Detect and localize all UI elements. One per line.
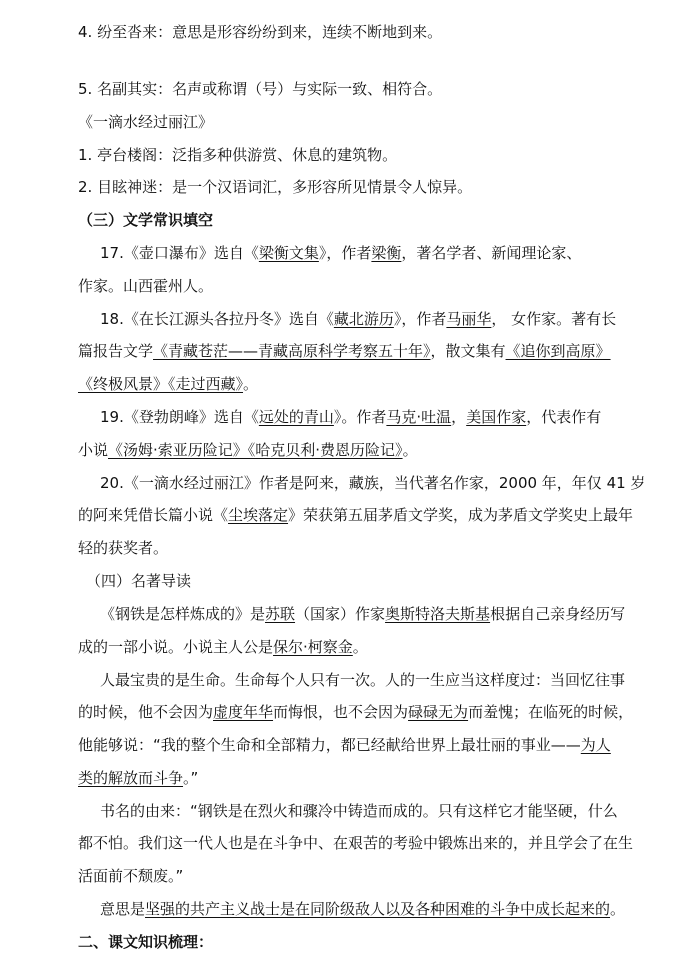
answer-blank: 《追你到高原》: [505, 342, 611, 360]
section-heading-text-review: 二、课文知识梳理：: [78, 933, 214, 951]
answer-blank: 《汤姆·索亚历险记》《哈克贝利·费恩历险记》: [108, 441, 403, 459]
lesson-title: 《一滴水经过丽江》: [78, 113, 214, 131]
answer-blank: 马丽华: [446, 310, 492, 328]
answer-blank: 保尔·柯察金: [273, 638, 353, 656]
answer-blank: 类的解放而斗争: [78, 769, 184, 787]
vocab-item-5: 5. 名副其实：名声或称谓（号）与实际一致、相符合。: [78, 80, 443, 98]
section-heading-literature: （三）文学常识填空: [78, 211, 214, 229]
meaning-line: 意思是坚强的共产主义战士是在同阶级敌人以及各种困难的斗争中成长起来的。: [100, 900, 626, 918]
paragraph-18-line-2: 篇报告文学《青藏苍茫——青藏高原科学考察五十年》，散文集有《追你到高原》: [78, 342, 611, 360]
answer-blank: 美国作家: [466, 408, 527, 426]
paragraph-18-line-1: 18.《在长江源头各拉丹冬》选自《藏北游历》，作者马丽华， 女作家。著有长: [100, 310, 617, 328]
answer-blank: 梁衡文集: [258, 244, 319, 262]
answer-blank: 远处的青山: [258, 408, 334, 426]
quote-paragraph-line-4: 类的解放而斗争。”: [78, 769, 199, 787]
answer-blank: 为人: [580, 736, 611, 754]
vocab-item-1: 1. 亭台楼阁：泛指多种供游赏、休息的建筑物。: [78, 146, 398, 164]
paragraph-19-line-1: 19.《登勃朗峰》选自《远处的青山》。作者马克·吐温，美国作家，代表作有: [100, 408, 602, 426]
paragraph-20-line-1: 20.《一滴水经过丽江》作者是阿来，藏族，当代著名作家，2000 年，年仅 41 岁: [100, 474, 646, 492]
answer-blank: 《终极风景》《走过西藏》: [78, 375, 244, 393]
answer-blank: 马克·吐温: [386, 408, 452, 426]
answer-blank: 虚度年华: [213, 703, 274, 721]
vocab-item-4: 4. 纷至沓来：意思是形容纷纷到来，连续不断地到来。: [78, 23, 443, 41]
answer-blank: 苏联: [265, 605, 296, 623]
classics-paragraph-1-line-2: 成的一部小说。小说主人公是保尔·柯察金。: [78, 638, 368, 656]
classics-paragraph-1-line-1: 《钢铁是怎样炼成的》是苏联（国家）作家奥斯特洛夫斯基根据自己亲身经历写: [100, 605, 626, 623]
answer-blank: 坚强的共产主义战士是在同阶级敌人以及各种困难的斗争中成长起来的: [145, 900, 611, 918]
answer-blank: 《青藏苍茫——青藏高原科学考察五十年》: [153, 342, 431, 360]
quote-paragraph-line-3: 他能够说：“我的整个生命和全部精力，都已经献给世界上最壮丽的事业——为人: [78, 736, 611, 754]
paragraph-20-line-2: 的阿来凭借长篇小说《尘埃落定》荣获第五届茅盾文学奖，成为茅盾文学奖史上最年: [78, 506, 634, 524]
title-origin-line-3: 活面前不颓废。”: [78, 867, 184, 885]
section-heading-classics: （四）名著导读: [86, 572, 192, 590]
answer-blank: 梁衡: [371, 244, 402, 262]
paragraph-17-line-1: 17.《壶口瀑布》选自《梁衡文集》，作者梁衡，著名学者、新闻理论家、: [100, 244, 582, 262]
paragraph-18-line-3: 《终极风景》《走过西藏》。: [78, 375, 259, 393]
paragraph-17-line-2: 作家。山西霍州人。: [78, 277, 214, 295]
title-origin-line-2: 都不怕。我们这一代人也是在斗争中、在艰苦的考验中锻炼出来的，并且学会了在生: [78, 834, 634, 852]
answer-blank: 奥斯特洛夫斯基: [385, 605, 491, 623]
answer-blank: 碌碌无为: [408, 703, 469, 721]
quote-paragraph-line-1: 人最宝贵的是生命。生命每个人只有一次。人的一生应当这样度过：当回忆往事: [100, 671, 626, 689]
answer-blank: 尘埃落定: [228, 506, 289, 524]
title-origin-line-1: 书名的由来：“钢铁是在烈火和骤冷中铸造而成的。只有这样它才能坚硬，什么: [100, 802, 618, 820]
paragraph-20-line-3: 轻的获奖者。: [78, 539, 169, 557]
paragraph-19-line-2: 小说《汤姆·索亚历险记》《哈克贝利·费恩历险记》。: [78, 441, 418, 459]
answer-blank: 藏北游历: [333, 310, 394, 328]
quote-paragraph-line-2: 的时候，他不会因为虚度年华而悔恨，也不会因为碌碌无为而羞愧；在临死的时候，: [78, 703, 634, 721]
vocab-item-2: 2. 目眩神迷：是一个汉语词汇，多形容所见情景令人惊异。: [78, 178, 473, 196]
